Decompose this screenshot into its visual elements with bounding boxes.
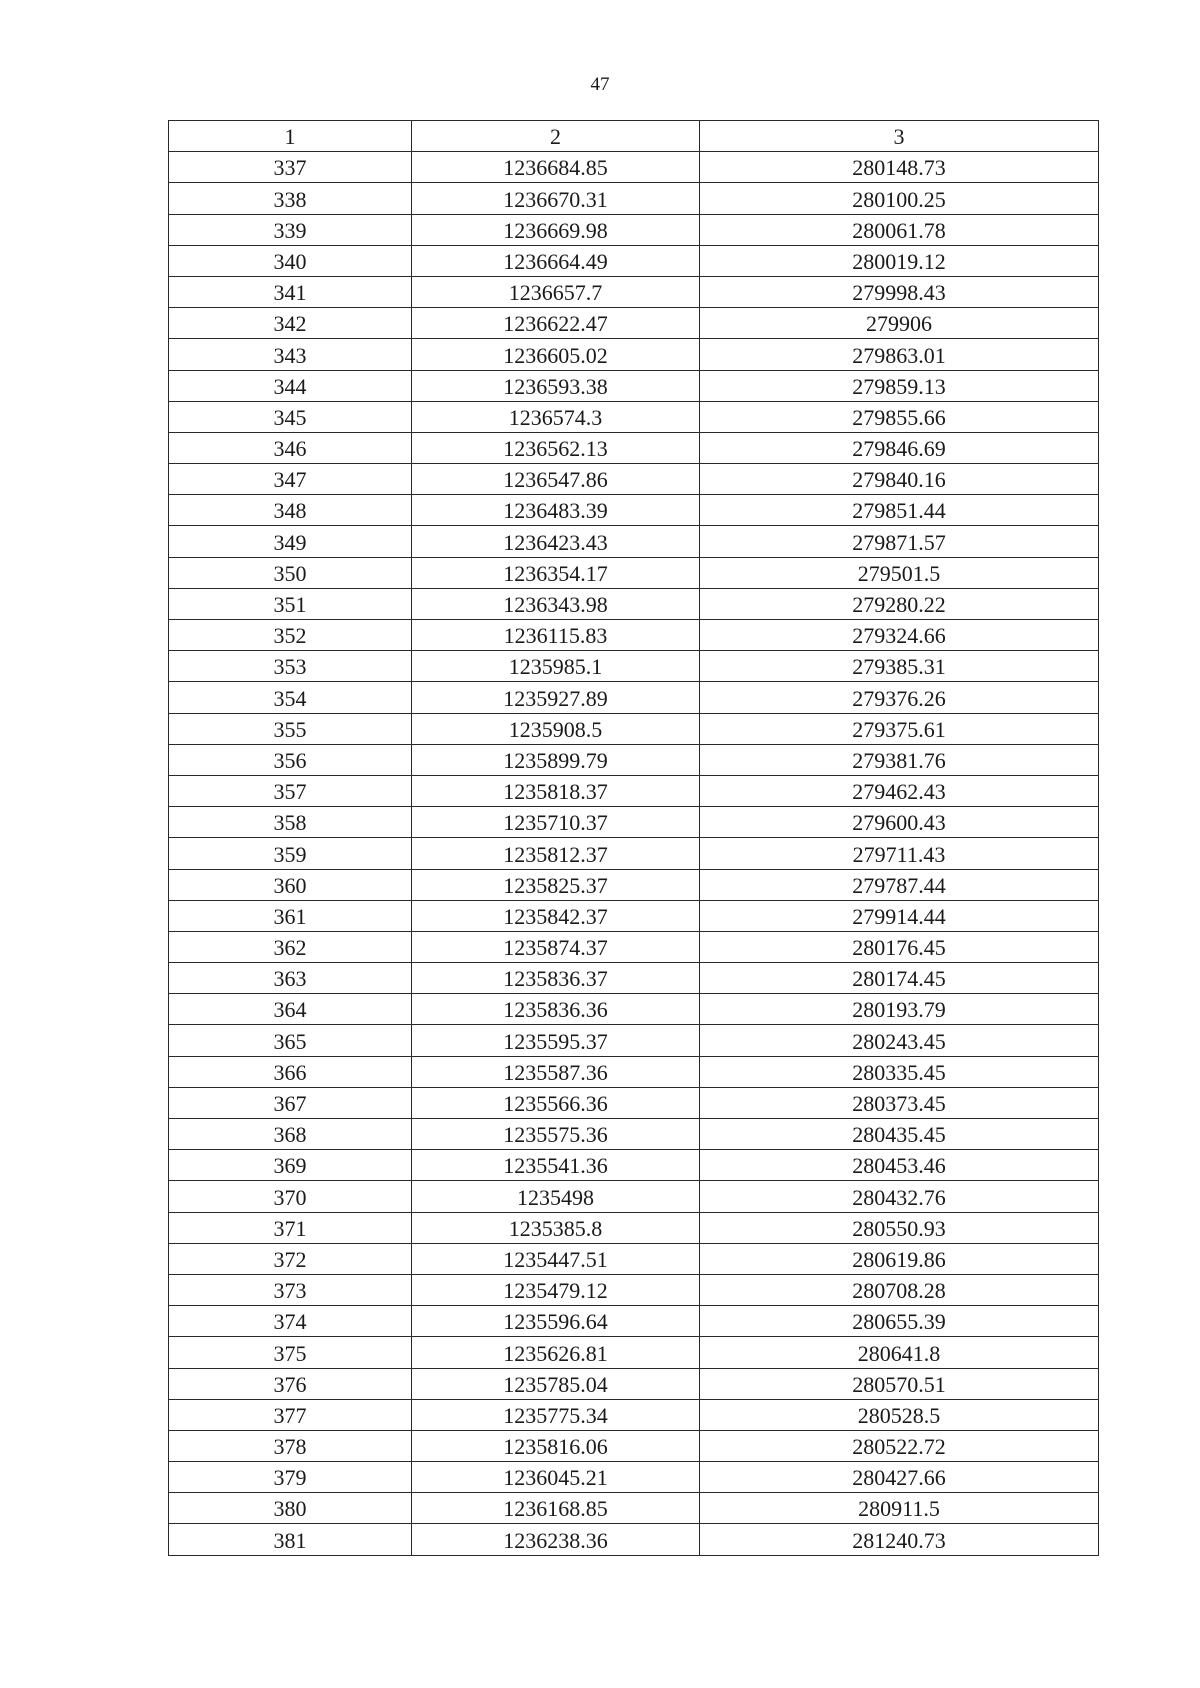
table-cell-col-3: 280528.5	[700, 1399, 1099, 1430]
table-cell-col-1: 371	[169, 1212, 412, 1243]
table-cell-col-1: 337	[169, 152, 412, 183]
table-cell-col-3: 280100.25	[700, 183, 1099, 214]
table-cell-col-2: 1236168.85	[412, 1493, 700, 1524]
table-row	[169, 214, 1099, 245]
table-cell-col-3: 279501.5	[700, 557, 1099, 588]
table-row	[169, 464, 1099, 495]
table-cell-col-3: 279600.43	[700, 807, 1099, 838]
table-cell-col-3: 279385.31	[700, 651, 1099, 682]
table-cell-col-2: 1235985.1	[412, 651, 700, 682]
table-row	[169, 308, 1099, 339]
table-cell-col-1: 365	[169, 1025, 412, 1056]
table-cell-col-3: 280148.73	[700, 152, 1099, 183]
table-cell-col-3: 280174.45	[700, 963, 1099, 994]
table-cell-col-1: 359	[169, 838, 412, 869]
table-row	[169, 1368, 1099, 1399]
table-cell-col-1: 356	[169, 744, 412, 775]
table-row	[169, 588, 1099, 619]
table-row	[169, 869, 1099, 900]
table-cell-col-1: 376	[169, 1368, 412, 1399]
table-cell-col-3: 279859.13	[700, 370, 1099, 401]
table-row	[169, 557, 1099, 588]
table-cell-col-1: 340	[169, 245, 412, 276]
table-row	[169, 807, 1099, 838]
table-cell-col-2: 1236562.13	[412, 432, 700, 463]
table-cell-col-2: 1236622.47	[412, 308, 700, 339]
table-cell-col-2: 1236045.21	[412, 1462, 700, 1493]
table-cell-col-3: 280176.45	[700, 931, 1099, 962]
table-row	[169, 651, 1099, 682]
table-row	[169, 1087, 1099, 1118]
table-cell-col-1: 374	[169, 1306, 412, 1337]
table-cell-col-3: 279914.44	[700, 900, 1099, 931]
table-cell-col-3: 279906	[700, 308, 1099, 339]
table-cell-col-3: 280522.72	[700, 1430, 1099, 1461]
table-cell-col-1: 367	[169, 1087, 412, 1118]
table-cell-col-2: 1235908.5	[412, 713, 700, 744]
table-row	[169, 1150, 1099, 1181]
table-row	[169, 526, 1099, 557]
table-cell-col-2: 1236115.83	[412, 620, 700, 651]
table-row	[169, 1056, 1099, 1087]
table-cell-col-1: 366	[169, 1056, 412, 1087]
table-cell-col-1: 381	[169, 1524, 412, 1555]
table-row	[169, 931, 1099, 962]
table-cell-col-3: 279381.76	[700, 744, 1099, 775]
table-cell-col-3: 280911.5	[700, 1493, 1099, 1524]
table-cell-col-1: 373	[169, 1274, 412, 1305]
table-cell-col-2: 1235541.36	[412, 1150, 700, 1181]
table-cell-col-3: 280641.8	[700, 1337, 1099, 1368]
table-cell-col-3: 279846.69	[700, 432, 1099, 463]
table-cell-col-1: 363	[169, 963, 412, 994]
page-number: 47	[590, 74, 610, 95]
table-cell-col-2: 1235874.37	[412, 931, 700, 962]
table-cell-col-2: 1235595.37	[412, 1025, 700, 1056]
table-cell-col-2: 1236343.98	[412, 588, 700, 619]
table-row	[169, 245, 1099, 276]
table-cell-col-2: 1235899.79	[412, 744, 700, 775]
table-cell-col-3: 279851.44	[700, 495, 1099, 526]
table-cell-col-2: 1235816.06	[412, 1430, 700, 1461]
table-row	[169, 963, 1099, 994]
table-row	[169, 401, 1099, 432]
table-cell-col-3: 279280.22	[700, 588, 1099, 619]
table-row	[169, 682, 1099, 713]
table-cell-col-1: 355	[169, 713, 412, 744]
table-cell-col-1: 346	[169, 432, 412, 463]
table-cell-col-2: 1235447.51	[412, 1243, 700, 1274]
table-row	[169, 1119, 1099, 1150]
table-cell-col-3: 279711.43	[700, 838, 1099, 869]
table-cell-col-3: 279375.61	[700, 713, 1099, 744]
table-row	[169, 1274, 1099, 1305]
table-row	[169, 1243, 1099, 1274]
table-cell-col-2: 1235498	[412, 1181, 700, 1212]
table-cell-col-1: 353	[169, 651, 412, 682]
table-cell-col-3: 279840.16	[700, 464, 1099, 495]
table-row	[169, 370, 1099, 401]
header-col-3: 3	[700, 121, 1099, 152]
table-cell-col-1: 350	[169, 557, 412, 588]
table-cell-col-1: 379	[169, 1462, 412, 1493]
table-cell-col-2: 1235710.37	[412, 807, 700, 838]
table-cell-col-1: 370	[169, 1181, 412, 1212]
table-cell-col-1: 368	[169, 1119, 412, 1150]
table-cell-col-2: 1235785.04	[412, 1368, 700, 1399]
table-cell-col-2: 1235836.37	[412, 963, 700, 994]
table-cell-col-2: 1235842.37	[412, 900, 700, 931]
table-cell-col-1: 345	[169, 401, 412, 432]
table-cell-col-3: 280019.12	[700, 245, 1099, 276]
table-cell-col-2: 1236669.98	[412, 214, 700, 245]
table-row	[169, 1212, 1099, 1243]
table-cell-col-2: 1236354.17	[412, 557, 700, 588]
table-cell-col-2: 1236664.49	[412, 245, 700, 276]
table-cell-col-3: 280335.45	[700, 1056, 1099, 1087]
table-cell-col-2: 1235479.12	[412, 1274, 700, 1305]
table-cell-col-3: 280432.76	[700, 1181, 1099, 1212]
table-cell-col-1: 344	[169, 370, 412, 401]
table-row	[169, 1025, 1099, 1056]
table-cell-col-3: 280427.66	[700, 1462, 1099, 1493]
table-cell-col-2: 1235587.36	[412, 1056, 700, 1087]
table-row	[169, 620, 1099, 651]
table-row	[169, 900, 1099, 931]
table-cell-col-3: 279787.44	[700, 869, 1099, 900]
table-cell-col-1: 341	[169, 276, 412, 307]
table-cell-col-2: 1235775.34	[412, 1399, 700, 1430]
table-cell-col-3: 280619.86	[700, 1243, 1099, 1274]
table-cell-col-1: 380	[169, 1493, 412, 1524]
table-row	[169, 838, 1099, 869]
table-row	[169, 183, 1099, 214]
table-row	[169, 152, 1099, 183]
table-row	[169, 1430, 1099, 1461]
table-cell-col-3: 280453.46	[700, 1150, 1099, 1181]
header-row	[169, 121, 1099, 152]
table-row	[169, 994, 1099, 1025]
table-cell-col-1: 364	[169, 994, 412, 1025]
table-cell-col-1: 342	[169, 308, 412, 339]
table-row	[169, 1524, 1099, 1555]
header-col-2: 2	[412, 121, 700, 152]
table-cell-col-2: 1236670.31	[412, 183, 700, 214]
table-cell-col-3: 280550.93	[700, 1212, 1099, 1243]
table-row	[169, 713, 1099, 744]
table-cell-col-1: 378	[169, 1430, 412, 1461]
table-cell-col-2: 1235385.8	[412, 1212, 700, 1243]
table-cell-col-1: 354	[169, 682, 412, 713]
table-header	[169, 121, 1099, 152]
table-row	[169, 1306, 1099, 1337]
table-row	[169, 1399, 1099, 1430]
table-row	[169, 1462, 1099, 1493]
table-cell-col-2: 1236238.36	[412, 1524, 700, 1555]
table-cell-col-1: 360	[169, 869, 412, 900]
table-cell-col-1: 351	[169, 588, 412, 619]
table-cell-col-2: 1236593.38	[412, 370, 700, 401]
table-cell-col-1: 377	[169, 1399, 412, 1430]
table-cell-col-2: 1235596.64	[412, 1306, 700, 1337]
table-cell-col-1: 348	[169, 495, 412, 526]
table-cell-col-2: 1236657.7	[412, 276, 700, 307]
header-col-1: 1	[169, 121, 412, 152]
table-cell-col-2: 1235575.36	[412, 1119, 700, 1150]
table-row	[169, 276, 1099, 307]
table-cell-col-3: 279998.43	[700, 276, 1099, 307]
table-cell-col-2: 1235836.36	[412, 994, 700, 1025]
table-cell-col-3: 280243.45	[700, 1025, 1099, 1056]
table-cell-col-3: 280708.28	[700, 1274, 1099, 1305]
table-cell-col-2: 1236483.39	[412, 495, 700, 526]
table-cell-col-3: 280193.79	[700, 994, 1099, 1025]
table-row	[169, 339, 1099, 370]
table-cell-col-1: 361	[169, 900, 412, 931]
table-cell-col-3: 280570.51	[700, 1368, 1099, 1399]
table-cell-col-1: 352	[169, 620, 412, 651]
table-cell-col-3: 279462.43	[700, 775, 1099, 806]
table-row	[169, 1181, 1099, 1212]
table-row	[169, 775, 1099, 806]
table-cell-col-3: 280373.45	[700, 1087, 1099, 1118]
table-row	[169, 432, 1099, 463]
table-cell-col-3: 279324.66	[700, 620, 1099, 651]
table-cell-col-1: 357	[169, 775, 412, 806]
table-cell-col-3: 280061.78	[700, 214, 1099, 245]
table-cell-col-3: 280435.45	[700, 1119, 1099, 1150]
table-cell-col-2: 1236547.86	[412, 464, 700, 495]
table-cell-col-2: 1235626.81	[412, 1337, 700, 1368]
table-cell-col-1: 375	[169, 1337, 412, 1368]
table-cell-col-2: 1235566.36	[412, 1087, 700, 1118]
table-cell-col-1: 358	[169, 807, 412, 838]
table-cell-col-2: 1235818.37	[412, 775, 700, 806]
table-cell-col-3: 280655.39	[700, 1306, 1099, 1337]
table-cell-col-1: 343	[169, 339, 412, 370]
table-cell-col-3: 279871.57	[700, 526, 1099, 557]
table-cell-col-1: 369	[169, 1150, 412, 1181]
table-body	[169, 152, 1099, 1555]
table-cell-col-2: 1235927.89	[412, 682, 700, 713]
table-cell-col-2: 1236423.43	[412, 526, 700, 557]
coordinates-table	[168, 120, 1099, 1556]
table-cell-col-2: 1236684.85	[412, 152, 700, 183]
table-cell-col-3: 279855.66	[700, 401, 1099, 432]
table-cell-col-1: 372	[169, 1243, 412, 1274]
table-cell-col-1: 338	[169, 183, 412, 214]
table-cell-col-2: 1235812.37	[412, 838, 700, 869]
table-row	[169, 744, 1099, 775]
table-cell-col-3: 279376.26	[700, 682, 1099, 713]
table-cell-col-2: 1236605.02	[412, 339, 700, 370]
table-cell-col-3: 281240.73	[700, 1524, 1099, 1555]
table-row	[169, 1337, 1099, 1368]
table-cell-col-1: 349	[169, 526, 412, 557]
table-cell-col-1: 339	[169, 214, 412, 245]
table-cell-col-2: 1235825.37	[412, 869, 700, 900]
table-cell-col-2: 1236574.3	[412, 401, 700, 432]
table-cell-col-1: 347	[169, 464, 412, 495]
table-row	[169, 495, 1099, 526]
table-row	[169, 1493, 1099, 1524]
table-cell-col-3: 279863.01	[700, 339, 1099, 370]
table-cell-col-1: 362	[169, 931, 412, 962]
